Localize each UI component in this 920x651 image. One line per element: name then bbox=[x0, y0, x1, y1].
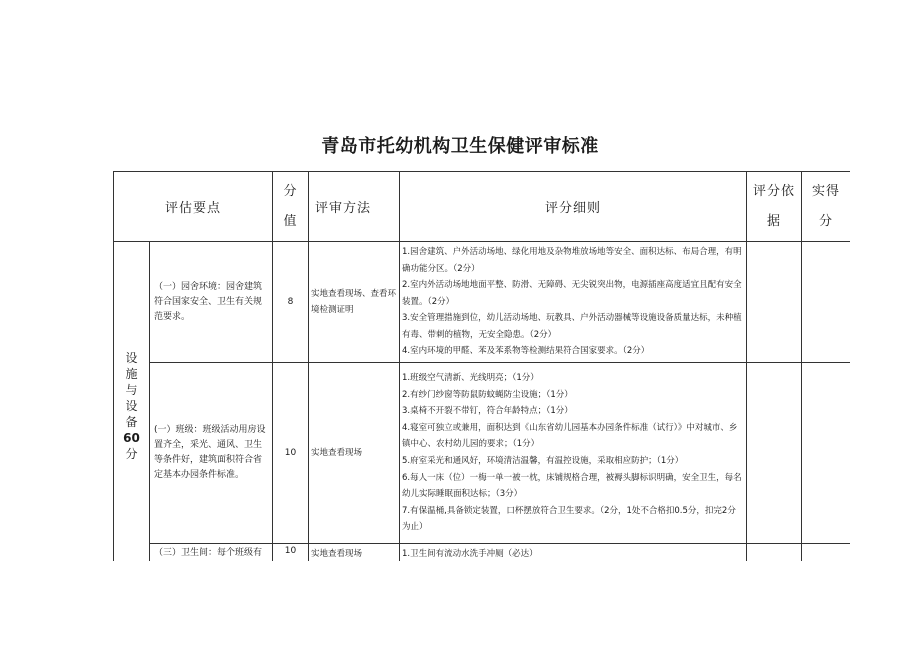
category-char: 备 bbox=[125, 415, 138, 429]
header-actual-top: 实得 bbox=[812, 183, 841, 199]
table-row bbox=[114, 544, 851, 562]
header-actual-bottom: 分 bbox=[819, 213, 834, 229]
evaluation-point: (一）班级：班级活动用房设置齐全，采光、通风、卫生等条件好，建筑面积符合省定基本办园条件标准。 bbox=[150, 363, 273, 544]
basis-cell[interactable] bbox=[747, 242, 802, 363]
detail-item: 6.每人一床（位）一梅一单一被一枕，床铺规格合理，被褥头脚标识明确，安全卫生，每名幼儿实际睡眠面积达标；（3分） bbox=[402, 472, 742, 500]
actual-score-cell[interactable] bbox=[802, 242, 850, 363]
review-method: 实地查看现场 bbox=[309, 363, 400, 544]
header-actual bbox=[802, 172, 850, 242]
header-basis bbox=[747, 172, 802, 242]
category-char: 施 bbox=[125, 367, 138, 381]
scoring-details bbox=[400, 363, 747, 544]
detail-item: 3.安全管理措施到位，幼儿活动场地、玩教具、户外活动器械等设施设备质量达标，未种植有毒、带刺的植物，无安全隐患。（2分） bbox=[402, 313, 742, 340]
detail-item: 2.有纱门纱窗等防鼠防蚊蝇防尘设施；（1分） bbox=[402, 389, 573, 400]
basis-cell[interactable] bbox=[747, 363, 802, 544]
header-score bbox=[273, 172, 309, 242]
detail-item: 2.室内外活动场地地面平整、防滑、无障碍、无尖锐突出物，电源插座高度适宜且配有安全装置。（2分） bbox=[402, 280, 742, 307]
header-basis-bottom: 据 bbox=[767, 213, 782, 229]
category-char: 设 bbox=[125, 351, 138, 365]
detail-item: 7.有保温桶,具备锁定装置，口杯摆放符合卫生要求。（2分，1处不合格扣0.5分，扣完2分为止） bbox=[402, 505, 736, 533]
standards-table-wrapper bbox=[113, 171, 850, 561]
category-char: 分 bbox=[125, 447, 138, 461]
evaluation-point: （一）园舍环境：园舍建筑符合国家安全、卫生有关规范要求。 bbox=[150, 242, 273, 363]
header-score-top: 分 bbox=[283, 183, 298, 199]
detail-item: 4.寝室可独立或兼用，面积达到《山东省幼儿园基本办园条件标准（试行）》中对城市、乡镇中心、农村幼儿园的要求；（1分） bbox=[402, 422, 738, 450]
detail-item: 1.园舍建筑、户外活动场地、绿化用地及杂物堆放场地等安全、面积达标、布局合理，有明确功能分区。（2分） bbox=[402, 246, 742, 274]
table-row bbox=[114, 242, 851, 363]
scoring-details bbox=[400, 242, 747, 363]
score-value: 8 bbox=[273, 242, 309, 363]
header-row bbox=[114, 172, 851, 242]
review-method: 实地查看现场 bbox=[309, 544, 400, 562]
table-row bbox=[114, 363, 851, 544]
header-method: 评审方法 bbox=[309, 172, 400, 242]
evaluation-point: （三）卫生间：每个班级有 bbox=[150, 544, 273, 562]
header-points: 评估要点 bbox=[114, 172, 273, 242]
header-score-bottom: 值 bbox=[283, 213, 298, 229]
category-char: 60 bbox=[123, 431, 140, 445]
basis-cell[interactable] bbox=[747, 544, 802, 562]
detail-item: 3.桌椅不开裂不带钉，符合年龄特点；（1分） bbox=[402, 406, 573, 417]
detail-item: 4.室内环境的甲醛、苯及苯系物等检测结果符合国家要求。（2分） bbox=[402, 346, 650, 357]
category-cell bbox=[114, 242, 150, 562]
standards-table bbox=[113, 171, 850, 561]
actual-score-cell[interactable] bbox=[802, 544, 850, 562]
actual-score-cell[interactable] bbox=[802, 363, 850, 544]
header-details: 评分细则 bbox=[400, 172, 747, 242]
review-method: 实地查看现场、查看环境检测证明 bbox=[309, 242, 400, 363]
detail-item: 1.班级空气清新、光线明亮；（1分） bbox=[402, 373, 539, 384]
score-value: 10 bbox=[273, 544, 309, 562]
header-basis-top: 评分依 bbox=[753, 183, 796, 199]
scoring-details bbox=[400, 544, 747, 562]
document-title: 青岛市托幼机构卫生保健评审标准 bbox=[321, 136, 599, 157]
category-char: 与 bbox=[125, 383, 138, 397]
detail-item: 1.卫生间有流动水洗手冲厕（必达） bbox=[402, 549, 538, 559]
score-value: 10 bbox=[273, 363, 309, 544]
category-char: 设 bbox=[125, 399, 138, 413]
detail-item: 5.府室采光和通风好，环境清洁温馨，有温控设施，采取相应防护；（1分） bbox=[402, 456, 684, 466]
